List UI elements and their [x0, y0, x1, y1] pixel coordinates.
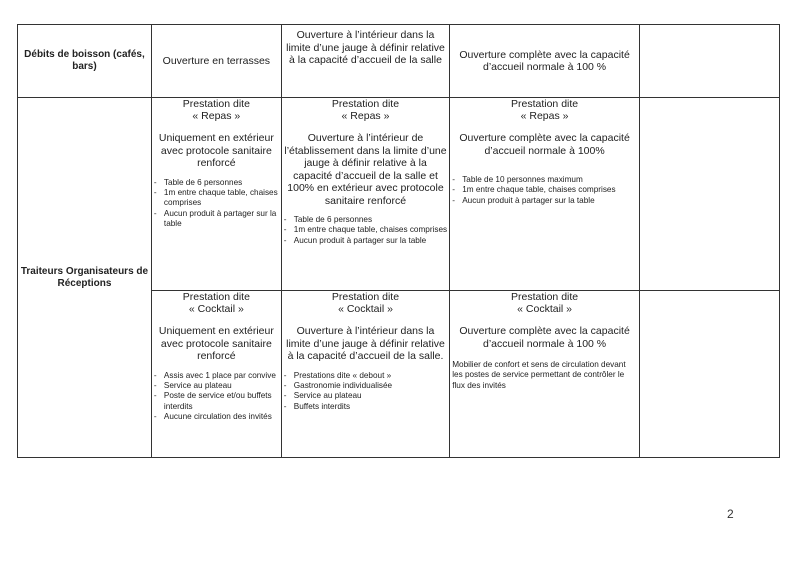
table-row-debits-de-boisson — [18, 25, 780, 98]
list-item: - Table de 6 personnes — [154, 178, 279, 188]
list-item: - Service au plateau — [154, 381, 279, 391]
prestation-details — [154, 178, 279, 230]
page-number: 2 — [727, 507, 734, 521]
prestation-label: Prestation dite — [331, 291, 400, 303]
prestation-main-text: Uniquement en extérieur avec protocole sanitaire renforcé — [158, 132, 274, 169]
phase1-cell: Ouverture en terrasses — [151, 25, 281, 98]
repas-phase3-cell — [450, 98, 640, 291]
list-item: - Table de 6 personnes — [284, 215, 447, 225]
list-item: - Assis avec 1 place par convive — [154, 371, 279, 381]
cocktail-phase1-cell — [151, 291, 281, 458]
list-item: - Aucun produit à partager sur la table — [154, 209, 279, 230]
category-debits-de-boisson: Débits de boisson (cafés, bars) — [18, 25, 152, 98]
cocktail-phase2-cell — [281, 291, 449, 458]
prestation-main-text: Ouverture à l’intérieur de l’établissement dans la limite d’une jauge à définir relative à la capacité d’accueil de la salle et 100% en extérieur avec protocole sanitaire renforcé — [284, 132, 447, 207]
prestation-details — [284, 215, 447, 246]
list-item: - Aucune circulation des invités — [154, 412, 279, 422]
list-item: - Gastronomie individualisée — [284, 381, 447, 391]
prestation-type: « Cocktail » — [517, 303, 572, 315]
list-item: - Service au plateau — [284, 391, 447, 401]
list-item: - Buffets interdits — [284, 402, 447, 412]
phase4-cell — [639, 25, 779, 98]
category-traiteurs: Traiteurs Organisateurs de Réceptions — [18, 98, 152, 458]
prestation-main-text: Ouverture complète avec la capacité d’accueil normale à 100% — [459, 132, 630, 157]
prestation-label: Prestation dite — [331, 98, 400, 110]
repas-phase2-cell — [281, 98, 449, 291]
prestation-label: Prestation dite — [511, 291, 579, 303]
list-item: - Table de 10 personnes maximum — [452, 175, 637, 185]
prestation-type: « Repas » — [520, 110, 569, 122]
prestation-type: « Cocktail » — [338, 303, 393, 315]
list-item: - Poste de service et/ou buffets interdits — [154, 391, 279, 412]
list-item: - Aucun produit à partager sur la table — [452, 196, 637, 206]
prestation-main-text: Uniquement en extérieur avec protocole sanitaire renforcé — [158, 325, 274, 362]
prestation-main-text: Ouverture à l’intérieur dans la limite d’une jauge à définir relative à la capacité d’accueil de la salle. — [286, 325, 445, 362]
repas-phase4-cell — [639, 98, 779, 291]
list-item: - 1m entre chaque table, chaises comprises — [154, 188, 279, 209]
prestation-main-text: Ouverture complète avec la capacité d’accueil normale à 100 % — [459, 325, 630, 350]
cocktail-phase4-cell — [639, 291, 779, 458]
prestation-type: « Cocktail » — [188, 303, 244, 315]
prestation-note: Mobilier de confort et sens de circulation devant les postes de service permettant de contrôler le flux des invités — [452, 360, 626, 390]
prestation-details — [154, 371, 279, 423]
phase3-cell: Ouverture complète avec la capacité d’accueil normale à 100 % — [450, 25, 640, 98]
prestation-label: Prestation dite — [182, 98, 250, 110]
list-item: - 1m entre chaque table, chaises comprises — [452, 185, 637, 195]
list-item: - 1m entre chaque table, chaises comprises — [284, 225, 447, 235]
prestation-label: Prestation dite — [182, 291, 250, 303]
prestation-type: « Repas » — [341, 110, 390, 122]
prestation-label: Prestation dite — [511, 98, 579, 110]
phase2-cell: Ouverture à l’intérieur dans la limite d’une jauge à définir relative à la capacité d’accueil de la salle — [281, 25, 449, 98]
list-item: - Prestations dite « debout » — [284, 371, 447, 381]
measures-table — [17, 24, 780, 458]
prestation-type: « Repas » — [192, 110, 241, 122]
repas-phase1-cell — [151, 98, 281, 291]
cocktail-phase3-cell — [450, 291, 640, 458]
list-item: - Aucun produit à partager sur la table — [284, 236, 447, 246]
table-row-traiteurs-repas — [18, 98, 780, 291]
prestation-details — [284, 371, 447, 413]
prestation-details — [452, 175, 637, 206]
